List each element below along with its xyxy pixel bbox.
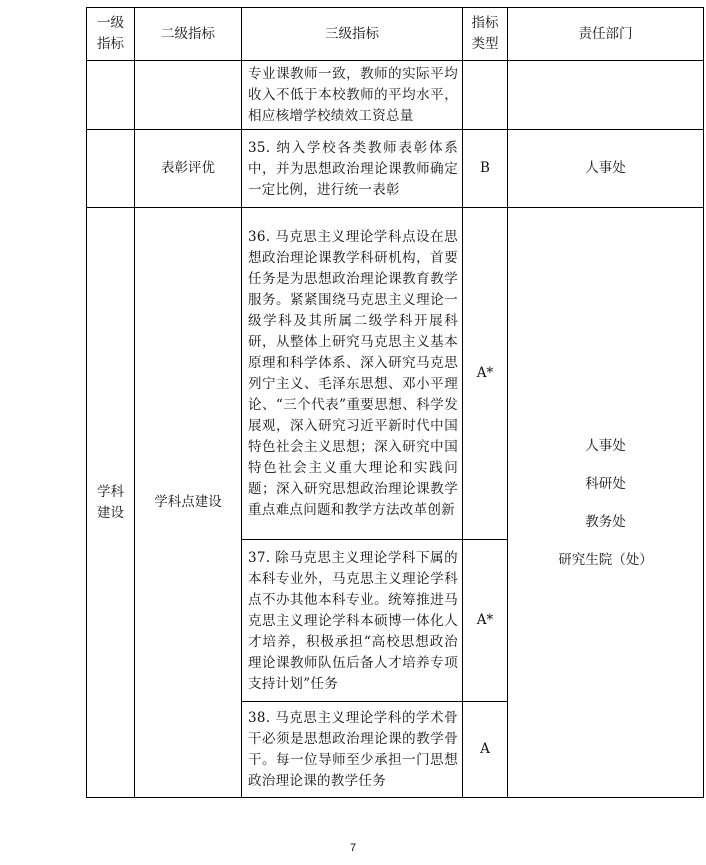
type-cell: A: [463, 702, 508, 798]
table-row: [87, 208, 704, 540]
type-cell: [463, 61, 508, 130]
level3-text: 36. 马克思主义理论学科点设在思想政治理论课教学科研机构，首要任务是为思想政治理论课教育教学服务。紧紧围绕马克思主义理论一级学科及其所属二级学科开展科研，从整体上研究马克思主义基本原理和科学体系、深入研究马克思列宁主义、毛泽东思想、邓小平理论、“三个代表”重要思想、科学发展观，深入研究习近平新时代中国特色社会主义思想；深入研究中国特色社会主义重大理论和实践问题；深入研究思想政治理论课教学重点难点问题和教学方法改革创新: [242, 208, 463, 540]
level3-text: 35. 纳入学校各类教师表彰体系中，并为思想政治理论课教师确定一定比例，进行统一表彰: [242, 130, 463, 208]
level3-text: 专业课教师一致，教师的实际平均收入不低于本校教师的平均水平，相应核增学校绩效工资总量: [242, 61, 463, 130]
level1-cell: 学科 建设: [87, 208, 135, 798]
level3-text: 38. 马克思主义理论学科的学术骨干必须是思想政治理论课的教学骨干。每一位导师至少承担一门思想政治理论课的教学任务: [242, 702, 463, 798]
header-level1: 一级 指标: [87, 8, 135, 61]
indicator-table: [86, 7, 704, 798]
level2-cell: 表彰评优: [135, 130, 242, 208]
dept-item: 研究生院（处）: [558, 551, 653, 568]
table-row: [87, 61, 704, 130]
table-row: [87, 130, 704, 208]
type-cell: A*: [463, 208, 508, 540]
dept-cell: 人事处: [508, 130, 704, 208]
level1-cell: [87, 61, 135, 130]
level3-text: 37. 除马克思主义理论学科下属的本科专业外，马克思主义理论学科点不办其他本科专业。统筹推进马克思主义理论学科本硕博一体化人才培养，积极承担“高校思想政治理论课教师队伍后备人才培养专项支持计划”任务: [242, 540, 463, 702]
dept-item: 人事处: [585, 437, 626, 454]
page-number: 7: [349, 842, 357, 854]
header-type: 指标 类型: [463, 8, 508, 61]
dept-item: 科研处: [585, 475, 626, 492]
header-row: [87, 8, 704, 61]
level2-cell: 学科点建设: [135, 208, 242, 798]
dept-item: 教务处: [585, 513, 626, 530]
dept-cell: [508, 61, 704, 130]
header-dept: 责任部门: [508, 8, 704, 61]
header-level3: 三级指标: [242, 8, 463, 61]
level2-cell: [135, 61, 242, 130]
type-cell: A*: [463, 540, 508, 702]
level1-cell: [87, 130, 135, 208]
type-cell: B: [463, 130, 508, 208]
header-level2: 二级指标: [135, 8, 242, 61]
dept-list: [508, 208, 704, 798]
